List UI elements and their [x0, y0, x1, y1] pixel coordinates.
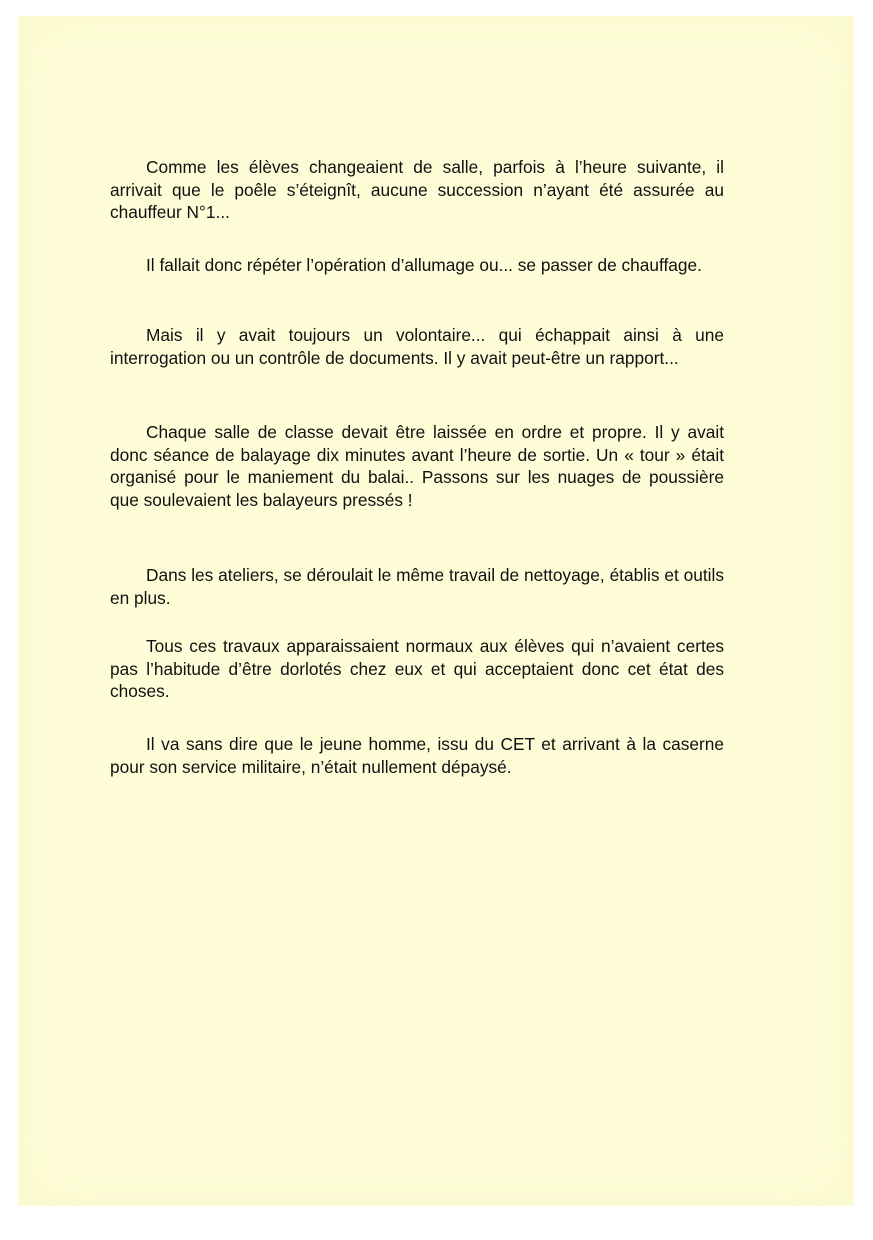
paragraph-3 [110, 324, 724, 369]
document-page [18, 16, 854, 1206]
paragraph-7 [110, 733, 724, 778]
paragraph-text: Il fallait donc répéter l’opération d’allumage ou... se passer de chauffage. [146, 255, 702, 275]
paragraph-text: Comme les élèves changeaient de salle, parfois à l’heure suivante, il arrivait que le poêle s’éteignît, aucune succession n’ayant été assurée au chauffeur N°1... [110, 157, 724, 223]
paragraph-text: Dans les ateliers, se déroulait le même travail de nettoyage, établis et outils en plus. [110, 565, 724, 608]
paragraph-6 [110, 635, 724, 703]
paragraph-5 [110, 564, 724, 609]
paragraph-1 [110, 156, 724, 224]
paragraph-text: Mais il y avait toujours un volontaire... qui échappait ainsi à une interrogation ou un contrôle de documents. Il y avait peut-être un rapport... [110, 325, 724, 368]
paragraph-2 [110, 254, 724, 277]
paragraph-4 [110, 421, 724, 511]
paragraph-text: Il va sans dire que le jeune homme, issu du CET et arrivant à la caserne pour son service militaire, n’était nullement dépaysé. [110, 734, 724, 777]
paragraph-text: Tous ces travaux apparaissaient normaux aux élèves qui n’avaient certes pas l’habitude d’être dorlotés chez eux et qui acceptaient donc cet état des choses. [110, 636, 724, 702]
paragraph-text: Chaque salle de classe devait être laissée en ordre et propre. Il y avait donc séance de balayage dix minutes avant l’heure de sortie. Un « tour » était organisé pour le maniement du balai.. Passons sur les nuages de poussière que soulevaient les balayeurs pressés ! [110, 422, 724, 510]
